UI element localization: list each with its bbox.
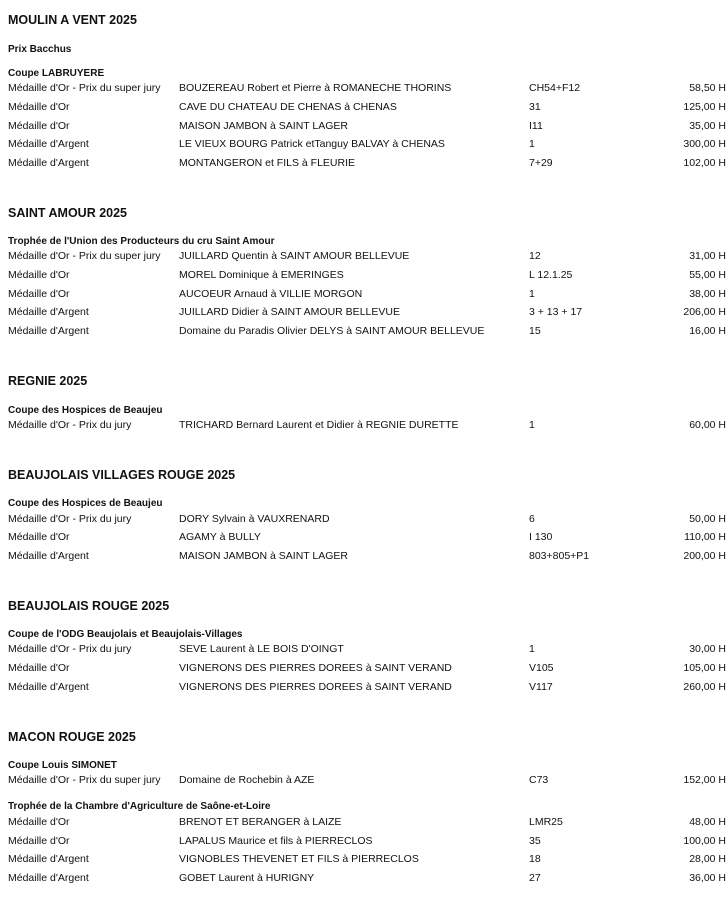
volume: 105,00 H: [683, 662, 726, 674]
lot-number: LMR25: [529, 816, 563, 828]
volume: 260,00 H: [683, 681, 726, 693]
winner-name: Domaine du Paradis Olivier DELYS à SAINT AMOUR BELLEVUE: [179, 325, 485, 337]
award-row: [0, 157, 728, 176]
medal-label: Médaille d'Argent: [8, 853, 89, 865]
lot-number: 1: [529, 138, 535, 150]
lot-number: 35: [529, 835, 541, 847]
lot-number: 1: [529, 419, 535, 431]
lot-number: C73: [529, 774, 549, 786]
medal-label: Médaille d'Or: [8, 269, 70, 281]
volume: 102,00 H: [683, 157, 726, 169]
group-title: Coupe des Hospices de Beaujeu: [8, 498, 163, 509]
volume: 50,00 H: [689, 513, 726, 525]
lot-number: CH54+F12: [529, 82, 581, 94]
medal-label: Médaille d'Or - Prix du jury: [8, 643, 132, 655]
lot-number: V105: [529, 662, 554, 674]
award-row: [0, 82, 728, 101]
group-title: Coupe des Hospices de Beaujeu: [8, 405, 163, 416]
volume: 28,00 H: [689, 853, 726, 865]
lot-number: 12: [529, 250, 541, 262]
medal-label: Médaille d'Or: [8, 531, 70, 543]
volume: 38,00 H: [689, 288, 726, 300]
medal-label: Médaille d'Or - Prix du super jury: [8, 774, 161, 786]
award-row: [0, 306, 728, 325]
section-title: MACON ROUGE 2025: [8, 730, 136, 744]
volume: 58,50 H: [689, 82, 726, 94]
award-row: [0, 250, 728, 269]
lot-number: 1: [529, 643, 535, 655]
lot-number: 18: [529, 853, 541, 865]
volume: 16,00 H: [689, 325, 726, 337]
lot-number: 31: [529, 101, 541, 113]
group-title: Coupe LABRUYERE: [8, 68, 105, 79]
group-title: Trophée de l'Union des Producteurs du cru Saint Amour: [8, 236, 275, 247]
volume: 55,00 H: [689, 269, 726, 281]
medal-label: Médaille d'Or: [8, 120, 70, 132]
medal-label: Médaille d'Or - Prix du jury: [8, 419, 132, 431]
section-title: SAINT AMOUR 2025: [8, 206, 128, 220]
volume: 48,00 H: [689, 816, 726, 828]
volume: 100,00 H: [683, 835, 726, 847]
section-title: REGNIE 2025: [8, 374, 88, 388]
medal-label: Médaille d'Or - Prix du jury: [8, 513, 132, 525]
volume: 36,00 H: [689, 872, 726, 884]
volume: 60,00 H: [689, 419, 726, 431]
winner-name: DORY Sylvain à VAUXRENARD: [179, 513, 330, 525]
medal-label: Médaille d'Argent: [8, 138, 89, 150]
award-row: [0, 853, 728, 872]
lot-number: I11: [529, 120, 543, 132]
medal-label: Médaille d'Argent: [8, 157, 89, 169]
volume: 300,00 H: [683, 138, 726, 150]
winner-name: CAVE DU CHATEAU DE CHENAS à CHENAS: [179, 101, 397, 113]
winner-name: MOREL Dominique à EMERINGES: [179, 269, 344, 281]
medal-label: Médaille d'Or - Prix du super jury: [8, 82, 161, 94]
award-row: [0, 419, 728, 438]
volume: 110,00 H: [684, 531, 726, 543]
medal-label: Médaille d'Argent: [8, 306, 89, 318]
section-title: BEAUJOLAIS VILLAGES ROUGE 2025: [8, 468, 236, 482]
award-row: [0, 513, 728, 532]
winner-name: BRENOT ET BERANGER à LAIZE: [179, 816, 342, 828]
medal-label: Médaille d'Argent: [8, 872, 89, 884]
group-title: Coupe de l'ODG Beaujolais et Beaujolais-Villages: [8, 629, 243, 640]
award-row: [0, 101, 728, 120]
volume: 31,00 H: [689, 250, 726, 262]
award-row: [0, 138, 728, 157]
award-row: [0, 550, 728, 569]
award-row: [0, 872, 728, 891]
winner-name: AGAMY à BULLY: [179, 531, 261, 543]
winner-name: SEVE Laurent à LE BOIS D'OINGT: [179, 643, 344, 655]
medal-label: Médaille d'Argent: [8, 325, 89, 337]
winner-name: LE VIEUX BOURG Patrick etTanguy BALVAY à CHENAS: [179, 138, 445, 150]
medal-label: Médaille d'Or: [8, 662, 70, 674]
lot-number: 27: [529, 872, 541, 884]
award-row: [0, 816, 728, 835]
winner-name: VIGNERONS DES PIERRES DOREES à SAINT VERAND: [179, 662, 452, 674]
winner-name: JUILLARD Quentin à SAINT AMOUR BELLEVUE: [179, 250, 410, 262]
winner-name: LAPALUS Maurice et fils à PIERRECLOS: [179, 835, 373, 847]
volume: 152,00 H: [683, 774, 726, 786]
medal-label: Médaille d'Or: [8, 288, 70, 300]
medal-label: Médaille d'Or - Prix du super jury: [8, 250, 161, 262]
group-title: Prix Bacchus: [8, 44, 72, 55]
award-row: [0, 681, 728, 700]
medal-label: Médaille d'Argent: [8, 681, 89, 693]
winner-name: BOUZEREAU Robert et Pierre à ROMANECHE THORINS: [179, 82, 452, 94]
winner-name: JUILLARD Didier à SAINT AMOUR BELLEVUE: [179, 306, 400, 318]
award-row: [0, 120, 728, 139]
winner-name: AUCOEUR Arnaud à VILLIE MORGON: [179, 288, 363, 300]
volume: 200,00 H: [683, 550, 726, 562]
lot-number: V117: [529, 681, 553, 693]
medal-label: Médaille d'Or: [8, 101, 70, 113]
lot-number: I 130: [529, 531, 553, 543]
award-row: [0, 288, 728, 307]
lot-number: 7+29: [529, 157, 553, 169]
award-row: [0, 835, 728, 854]
volume: 35,00 H: [689, 120, 726, 132]
lot-number: 6: [529, 513, 535, 525]
lot-number: 803+805+P1: [529, 550, 590, 562]
award-row: [0, 662, 728, 681]
winner-name: Domaine de Rochebin à AZE: [179, 774, 315, 786]
volume: 206,00 H: [683, 306, 726, 318]
section-title: MOULIN A VENT 2025: [8, 13, 137, 27]
lot-number: 1: [529, 288, 535, 300]
winner-name: TRICHARD Bernard Laurent et Didier à REGNIE DURETTE: [179, 419, 459, 431]
winner-name: VIGNOBLES THEVENET ET FILS à PIERRECLOS: [179, 853, 419, 865]
winner-name: GOBET Laurent à HURIGNY: [179, 872, 315, 884]
volume: 125,00 H: [683, 101, 726, 113]
medal-label: Médaille d'Argent: [8, 550, 89, 562]
lot-number: 15: [529, 325, 541, 337]
medal-label: Médaille d'Or: [8, 816, 70, 828]
winner-name: MAISON JAMBON à SAINT LAGER: [179, 120, 349, 132]
award-row: [0, 774, 728, 793]
group-title: Trophée de la Chambre d'Agriculture de Saône-et-Loire: [8, 801, 271, 812]
winner-name: MONTANGERON et FILS à FLEURIE: [179, 157, 356, 169]
lot-number: L 12.1.25: [529, 269, 573, 281]
award-row: [0, 643, 728, 662]
medal-label: Médaille d'Or: [8, 835, 70, 847]
winner-name: VIGNERONS DES PIERRES DOREES à SAINT VERAND: [179, 681, 452, 693]
award-row: [0, 325, 728, 344]
lot-number: 3 + 13 + 17: [529, 306, 583, 318]
section-title: BEAUJOLAIS ROUGE 2025: [8, 599, 170, 613]
award-row: [0, 531, 728, 550]
group-title: Coupe Louis SIMONET: [8, 760, 117, 771]
award-row: [0, 269, 728, 288]
volume: 30,00 H: [689, 643, 726, 655]
winner-name: MAISON JAMBON à SAINT LAGER: [179, 550, 349, 562]
